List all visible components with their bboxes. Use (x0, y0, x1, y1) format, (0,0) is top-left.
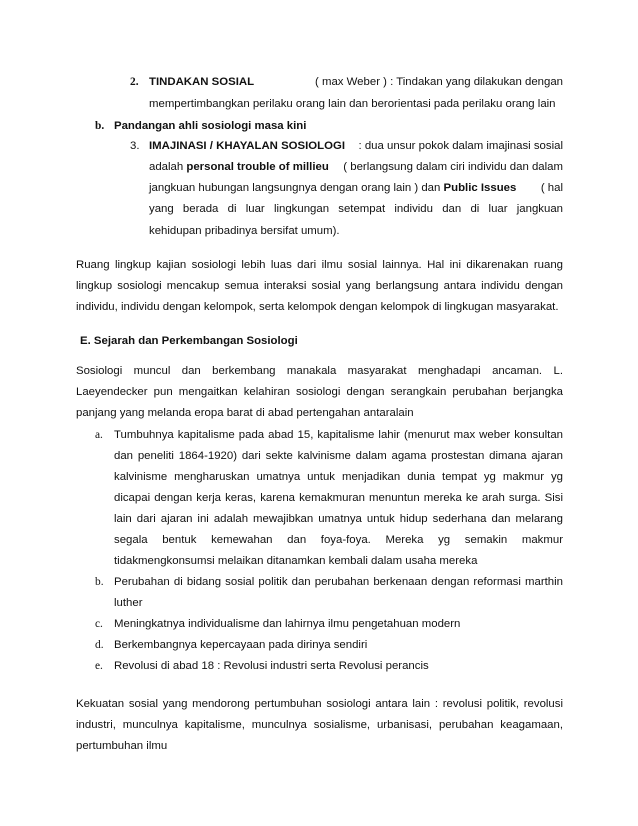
term-public-issues: Public Issues (443, 182, 517, 194)
list-item-imajinasi (149, 139, 563, 153)
list-item-line: Tumbuhnya kapitalisme pada abad 15, kapitalisme lahir (menurut max weber konsultan (114, 429, 563, 441)
list-item-tindakan-sosial (149, 75, 563, 89)
text-fragment: : dua unsur pokok dalam imajinasi sosial (358, 140, 563, 152)
text-fragment: ( berlangsung dalam ciri individu dan dalam (343, 161, 563, 173)
list-item-line: tidakmengkonsumsi melaikan ditanamkan kembali dalam usaha mereka (114, 555, 478, 567)
term-personal-trouble: personal trouble of millieu (186, 161, 329, 173)
subheading-pandangan-ahli: Pandangan ahli sosiologi masa kini (114, 120, 307, 132)
text-line (149, 181, 563, 195)
list-item-line: segala bentuk kemewahan dan foya-foya. Mereka yg semakin makmur (114, 534, 563, 546)
list-marker: a. (95, 429, 103, 441)
paragraph-line: Kekuatan sosial yang mendorong pertumbuhan sosiologi antara lain : revolusi politik, revolusi (76, 698, 563, 710)
paragraph-line: industri, munculnya kapitalisme, munculnya sosialisme, urbanisasi, perubahan keagamaan, (76, 719, 563, 731)
text-line: mempertimbangkan perilaku orang lain dan berorientasi pada perilaku orang lain (149, 98, 556, 110)
text-fragment: ( hal (540, 182, 563, 194)
list-marker: 3. (130, 140, 140, 152)
list-marker: d. (95, 639, 104, 651)
paragraph-line: Sosiologi muncul dan berkembang manakala masyarakat menghadapi ancaman. L. (76, 365, 563, 377)
paragraph-line: pertumbuhan ilmu (76, 740, 168, 752)
list-item-line: dicapai dengan kerja keras, karena kemakmuran menuntun mereka ke arah surga. Sisi (114, 492, 563, 504)
term-imajinasi: IMAJINASI / KHAYALAN SOSIOLOGI (149, 140, 345, 152)
list-marker: c. (95, 618, 103, 630)
list-item-line: luther (114, 597, 143, 609)
list-marker: e. (95, 660, 103, 672)
list-item-line: dan peneliti 1864-1920) dari sekte kalvinisme dalam agama prostestan dimana ajaran (114, 450, 563, 462)
section-heading: E. Sejarah dan Perkembangan Sosiologi (80, 335, 298, 347)
text-fragment: jangkuan hubungan langsungnya dengan orang lain ) dan (149, 182, 441, 194)
paragraph-line: lingkup sosiologi mencakup semua interaksi sosial yang berlangsung antara individu dengan (76, 280, 563, 292)
paragraph-line: panjang yang melanda eropa barat di abad pertengahan antaralain (76, 407, 414, 419)
paragraph-line: Laeyendecker pun mengaitkan kelahiran sosiologi dengan serangkain perubahan berjangka (76, 386, 563, 398)
text-fragment: ( max Weber ) : Tindakan yang dilakukan dengan (315, 76, 563, 88)
text-fragment: adalah (149, 161, 184, 173)
list-item-line: Revolusi di abad 18 : Revolusi industri serta Revolusi perancis (114, 660, 429, 672)
paragraph-line: individu, individu dengan kelompok, serta kelompok dengan kelompok di lingkugan masyarakat. (76, 301, 559, 313)
list-marker: b. (95, 576, 104, 588)
list-item-line: lain dari ajaran ini adalah mewajibkan umatnya untuk hidup sederhana dan melarang (114, 513, 563, 525)
term-tindakan-sosial: TINDAKAN SOSIAL (149, 76, 255, 88)
list-marker: 2. (130, 76, 139, 88)
text-line: yang berada di luar lingkungan setempat individu dan di luar jangkuan (149, 203, 563, 215)
list-item-line: Perubahan di bidang sosial politik dan perubahan berkenaan dengan reformasi marthin (114, 576, 563, 588)
text-line (149, 160, 563, 174)
text-line: kehidupan pribadinya bersifat umum). (149, 225, 340, 237)
paragraph-line: Ruang lingkup kajian sosiologi lebih luas dari ilmu sosial lainnya. Hal ini dikarenakan ruang (76, 259, 563, 271)
list-item-line: Meningkatnya individualisme dan lahirnya ilmu pengetahuan modern (114, 618, 461, 630)
list-item-line: kalvinisme mengharuskan umatnya untuk menjadikan dunia tempat yg makmur yg (114, 471, 563, 483)
list-marker: b. (95, 120, 105, 132)
list-item-line: Berkembangnya kepercayaan pada dirinya sendiri (114, 639, 368, 651)
